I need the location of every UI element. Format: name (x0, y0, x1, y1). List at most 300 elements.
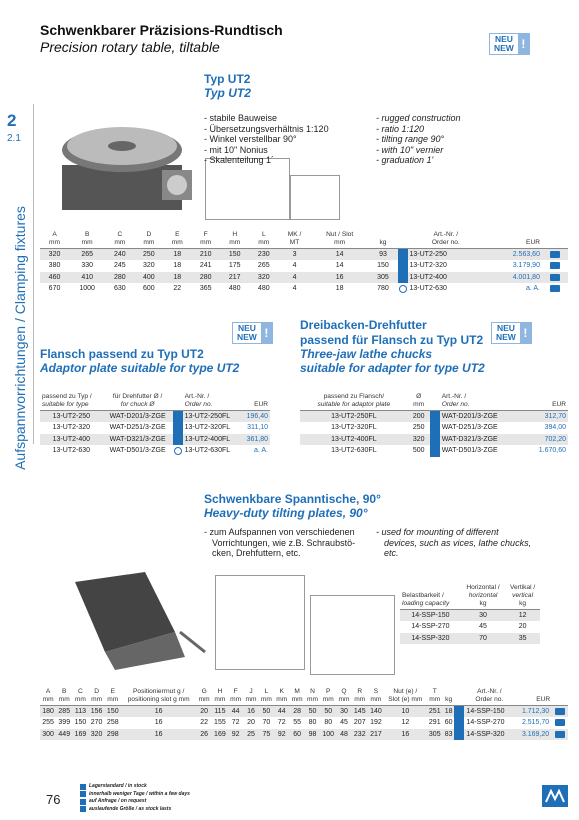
table-cell: 305 (368, 272, 397, 284)
col-head (274, 687, 289, 706)
in-stock-icon (399, 273, 407, 281)
table-cell: 320 (408, 434, 430, 446)
col-head (305, 687, 320, 706)
col-head: für Drehfutter Ø / (112, 393, 163, 400)
col-head (542, 230, 568, 249)
col-head (398, 230, 408, 249)
table-cell: 298 (105, 729, 121, 741)
delivery-cell (542, 249, 568, 261)
table-cell: 13-UT2-320 (52, 424, 90, 432)
price: 3.179,90 (512, 262, 540, 270)
table-cell: 16 (154, 719, 163, 727)
table-cell: 115 (212, 706, 228, 718)
table-cell: 18 (443, 706, 455, 718)
table-cell: 113 (72, 706, 88, 718)
col-head: vertical (512, 592, 534, 599)
new-badge (491, 322, 532, 344)
ssp-drawing-front (215, 575, 305, 670)
truck-icon (555, 708, 565, 715)
col-head-top: L (264, 688, 269, 695)
col-head-eur: EUR (524, 392, 568, 411)
col-head-top: C (117, 231, 123, 238)
col-head: mm (413, 401, 425, 408)
col-head: passend zu Typ / (42, 393, 92, 400)
col-head (454, 687, 464, 706)
table-cell: 230 (249, 249, 278, 261)
badge-top: NEU (237, 323, 256, 333)
ut2-features-de (204, 113, 329, 166)
table-cell: 18 (163, 249, 191, 261)
col-head (134, 230, 163, 249)
ssp-table (40, 687, 568, 740)
exclamation-icon: ! (520, 323, 531, 343)
col-head (443, 687, 455, 706)
feature: - rugged construction (376, 113, 461, 124)
in-stock-icon (174, 435, 182, 443)
table-cell: 16 (311, 272, 369, 284)
new-badge (489, 33, 530, 55)
table-cell: 200 (408, 411, 430, 423)
col-head-bottom: MT (289, 239, 300, 246)
table-cell: 150 (105, 706, 121, 718)
table-cell: 14 (311, 249, 369, 261)
stock-indicator (430, 422, 440, 434)
col-head: Ø (416, 393, 422, 400)
feature: - with 10" vernier (376, 145, 461, 156)
col-head (249, 230, 278, 249)
section-label: Aufspannvorrichtungen / Clamping fixtures (12, 206, 28, 470)
table-cell: 4 (292, 285, 297, 293)
col-head-bottom: mm (229, 239, 241, 246)
table-cell: 250 (412, 424, 425, 432)
col-head-top: kg (379, 239, 387, 246)
truck-icon (550, 285, 560, 292)
col-head-top: L (261, 231, 266, 238)
col-head-bottom: mm (260, 696, 272, 703)
table-cell: 4 (278, 272, 311, 284)
col-head: kg (519, 600, 527, 607)
ut2-table (40, 230, 568, 295)
order-number: 13-UT2-250FL (183, 411, 241, 423)
col-head (191, 230, 220, 249)
table-cell: 169 (212, 729, 228, 741)
price: a. A. (253, 447, 268, 455)
stock-indicator (173, 411, 183, 423)
ssp-drawing-side (310, 595, 395, 675)
in-stock-icon (431, 424, 439, 432)
col-head-bottom: mm (58, 696, 70, 703)
ut2-features-en (376, 113, 461, 166)
table-cell: 320 (249, 272, 278, 284)
order-number: 13-UT2-630 (409, 285, 447, 293)
col-head-top: B (62, 688, 67, 695)
legend-item: innerhalb weniger Tage / within a few days (89, 790, 190, 797)
table-cell: 150 (377, 262, 389, 270)
col-head-bottom: mm (91, 696, 103, 703)
feature: - graduation 1' (376, 155, 461, 166)
table-cell: 156 (89, 706, 105, 718)
delivery-cell (551, 729, 568, 741)
in-stock-icon (174, 424, 182, 432)
table-cell: 400 (134, 272, 163, 284)
page-title-en: Precision rotary table, tiltable (40, 39, 220, 55)
stock-indicator (398, 249, 408, 261)
table-cell: 291 (428, 719, 441, 727)
table-cell: 13-UT2-630 (52, 447, 90, 455)
table-cell: 1000 (79, 285, 95, 293)
in-stock-icon (431, 413, 439, 421)
table-cell: 14 (335, 262, 344, 270)
col-head-top: kg (445, 696, 453, 703)
col-head-top: Nut / Slot (326, 231, 354, 238)
table-cell: 44 (274, 706, 289, 718)
table-cell: 75 (259, 729, 274, 741)
legend-item: auslaufende Größe / as stock lasts (89, 805, 172, 812)
feature: - Übersetzungsverhältnis 1:120 (204, 124, 329, 135)
table-cell: 60 (444, 719, 453, 727)
price: 702,20 (524, 434, 568, 446)
badge-top: NEU (496, 323, 515, 333)
table-cell: 45 (340, 719, 348, 727)
desc-line: devices, such as vices, lathe chucks, (384, 537, 532, 548)
table-cell: 410 (69, 272, 105, 284)
table-cell: 217 (220, 272, 249, 284)
brand-logo (542, 785, 568, 807)
ssp-title-en: Heavy-duty tilting plates, 90° (204, 506, 368, 520)
col-head (352, 687, 368, 706)
col-head (220, 230, 249, 249)
table-cell: 305 (427, 729, 443, 741)
col-head (368, 687, 384, 706)
col-head (278, 230, 311, 249)
table-cell: 600 (143, 285, 155, 293)
col-head (105, 687, 121, 706)
delivery-cell (542, 283, 568, 295)
order-number: WAT-D251/3-ZGE (441, 424, 498, 432)
col-head-bottom: mm (306, 696, 318, 703)
table-cell: 460 (40, 272, 69, 284)
table-cell: WAT-D501/3-ZGE (109, 447, 166, 455)
technical-drawing-front (205, 158, 290, 220)
table-cell: 45 (479, 623, 487, 631)
table-cell: 13-UT2-630FL (331, 447, 377, 455)
col-head (56, 687, 72, 706)
stock-indicator (430, 434, 440, 446)
price: 311,10 (247, 424, 268, 432)
on-request-icon (174, 447, 182, 455)
col-head (408, 230, 485, 249)
col-head (368, 230, 397, 249)
col-head (89, 687, 105, 706)
col-head-top: MK / (287, 231, 302, 238)
stock-indicator (398, 283, 408, 295)
table-cell: 35 (505, 633, 540, 645)
table-cell: 98 (305, 729, 320, 741)
table-cell: 4 (292, 262, 297, 270)
col-head (243, 687, 258, 706)
table-cell: 12 (505, 610, 540, 622)
table-cell: 13-UT2-400 (40, 434, 103, 446)
stock-indicator (454, 706, 464, 718)
col-head-top: R (357, 688, 363, 695)
table-cell: 83 (443, 729, 455, 741)
table-row (40, 422, 270, 434)
badge-top: NEU (494, 34, 513, 44)
table-cell: 12 (401, 719, 410, 727)
table-cell: 14-SSP-270 (411, 623, 450, 631)
table-cell: 55 (293, 719, 301, 727)
ssp-title-de: Schwenkbare Spanntische, 90° (204, 492, 381, 506)
page-number: 76 (46, 792, 61, 807)
table-cell: 14-SSP-150 (400, 610, 461, 622)
table-cell: 20 (518, 623, 527, 631)
table-cell: 80 (324, 719, 333, 727)
few-days-icon (80, 791, 86, 797)
price: 1.712,30 (514, 706, 551, 718)
order-number: 14-SSP-320 (464, 729, 514, 741)
in-stock-icon (431, 447, 439, 455)
price: 4.001,80 (484, 272, 542, 284)
col-head (320, 687, 336, 706)
order-number: WAT-D201/3-ZGE (440, 411, 524, 423)
feature: - ratio 1:120 (376, 124, 461, 135)
feature: - Winkel verstellbar 90° (204, 134, 329, 145)
col-head-top: C (78, 688, 83, 695)
col-head: horizontal (468, 592, 498, 599)
col-head (40, 230, 69, 249)
order-number: 14-SSP-150 (464, 706, 514, 718)
table-cell: WAT-D201/3-ZGE (103, 411, 173, 423)
table-cell: 13-UT2-250 (40, 411, 103, 423)
price: a. A. (525, 285, 540, 293)
table-row (400, 621, 540, 633)
table-cell: 26 (196, 729, 211, 741)
chuck-title-de-2: passend für Flansch zu Typ UT2 (300, 333, 484, 347)
table-cell: 207 (353, 719, 366, 727)
load-table (400, 583, 540, 644)
table-row (400, 633, 540, 645)
ut2-title-en: Typ UT2 (204, 86, 251, 100)
col-head (228, 687, 243, 706)
col-head-bottom: mm (291, 696, 303, 703)
desc-line: - zum Aufspannen von verschiedenen (204, 527, 355, 538)
in-stock-icon (431, 435, 439, 443)
table-cell: 280 (191, 272, 220, 284)
col-head-top: G (201, 688, 207, 695)
price: 1.670,60 (538, 447, 566, 455)
in-stock-icon (455, 719, 463, 727)
col-head-top: D (146, 231, 152, 238)
feature: - stabile Bauweise (204, 113, 329, 124)
section-sub: 2.1 (7, 133, 21, 144)
col-head-bottom: mm (200, 239, 212, 246)
feature: - Skalenteilung 1´ (204, 155, 329, 166)
table-cell: 320 (40, 249, 69, 261)
table-cell: 13-UT2-400FL (300, 434, 408, 446)
rotary-table-photo (42, 110, 202, 220)
table-cell: 16 (121, 729, 197, 741)
col-head (484, 230, 542, 249)
col-head: passend zu Flansch/ (323, 393, 385, 400)
ssp-desc-de (204, 527, 355, 559)
col-head-top: Nut (e) / (393, 688, 418, 695)
col-head-bottom: mm (370, 696, 382, 703)
table-cell: 630 (113, 285, 126, 293)
table-cell: 22 (200, 719, 209, 727)
col-head-top: E (175, 231, 180, 238)
col-head-bottom: mm (74, 696, 86, 703)
col-head-bottom: mm (107, 696, 119, 703)
section-divider (33, 104, 34, 444)
chuck-title-en-1: Three-jaw lathe chucks (300, 347, 433, 361)
table-cell: 245 (113, 262, 126, 270)
table-cell: 150 (74, 719, 87, 727)
col-head-bottom: mm (338, 696, 350, 703)
table-cell: 265 (257, 262, 270, 270)
table-cell: 285 (56, 706, 72, 718)
col-head-bottom: Order no. (431, 239, 460, 246)
tilting-plate-photo (65, 572, 215, 672)
col-head (105, 230, 134, 249)
table-cell: 22 (173, 285, 182, 293)
col-head-top: A (52, 231, 57, 238)
stock-lasts-icon (80, 806, 86, 812)
table-cell: 50 (259, 706, 274, 718)
badge-bottom: NEW (496, 332, 516, 342)
table-cell: 50 (320, 706, 336, 718)
col-head (384, 687, 427, 706)
table-cell: 210 (191, 249, 220, 261)
table-cell: 30 (336, 706, 351, 718)
stock-indicator (173, 434, 183, 446)
col-head (121, 687, 197, 706)
table-cell: 255 (42, 719, 54, 727)
stock-indicator (454, 717, 464, 729)
col-head (212, 687, 228, 706)
table-cell: 480 (257, 285, 270, 293)
table-row (40, 411, 270, 423)
table-cell: 20 (196, 706, 211, 718)
table-cell: 18 (173, 262, 182, 270)
in-stock-icon (455, 730, 463, 738)
col-head-top: EUR (526, 239, 540, 246)
col-head-bottom: mm (258, 239, 270, 246)
col-head: Art.-Nr. / (441, 393, 467, 400)
col-head-bottom: mm (214, 696, 226, 703)
col-head: for chuck Ø (120, 401, 155, 408)
table-cell: 265 (69, 249, 105, 261)
col-head (427, 687, 443, 706)
table-cell: 60 (289, 729, 304, 741)
col-head: Belastbarkeit / (402, 592, 444, 599)
col-head: Order no. (184, 401, 213, 408)
col-head-bottom: mm (230, 696, 242, 703)
table-cell: 380 (48, 262, 61, 270)
col-head-bottom: mm (171, 239, 183, 246)
table-cell: 13-UT2-320FL (331, 424, 377, 432)
feature: - mit 10" Nonius (204, 145, 329, 156)
table-cell: 780 (377, 285, 389, 293)
technical-drawing-side (290, 175, 340, 220)
feature: - tilting range 90° (376, 134, 461, 145)
table-cell: 251 (427, 706, 443, 718)
table-row (40, 434, 270, 446)
on-request-icon (80, 799, 86, 805)
col-head: suitable for type (42, 401, 89, 408)
table-row (40, 717, 568, 729)
badge-bottom: NEW (237, 332, 257, 342)
ut2-title-de: Typ UT2 (204, 72, 251, 86)
col-head-top: E (110, 688, 115, 695)
desc-line: cken, Drehfuttern, etc. (212, 548, 301, 558)
col-head-top: S (373, 688, 379, 695)
legend-item: Lagerstandard / in stock (89, 783, 147, 789)
table-row (40, 445, 270, 457)
col-head-bottom: mm (49, 239, 61, 246)
truck-icon (550, 251, 560, 258)
col-head-top: A (45, 688, 51, 695)
col-head-top: T (432, 688, 437, 695)
table-cell: 48 (336, 729, 351, 741)
order-number: 13-UT2-400 (408, 272, 485, 284)
order-number: 13-UT2-250 (408, 249, 485, 261)
col-head-top: J (249, 688, 253, 695)
table-cell: 399 (58, 719, 71, 727)
table-cell: 30 (461, 610, 505, 622)
table-row (40, 272, 568, 284)
col-head: Order no. (441, 401, 470, 408)
table-row (300, 422, 568, 434)
in-stock-icon (455, 708, 463, 716)
table-cell: 14-SSP-320 (400, 633, 461, 645)
price: 3.169,20 (514, 729, 551, 741)
table-cell: 241 (199, 262, 212, 270)
col-head (72, 687, 88, 706)
col-head-bottom: mm (198, 696, 210, 703)
table-cell: 20 (247, 719, 255, 727)
table-cell: 320 (143, 262, 155, 270)
delivery-cell (542, 260, 568, 272)
col-head-top: N (310, 688, 315, 695)
in-stock-icon (399, 251, 407, 259)
table-cell: 232 (352, 729, 368, 741)
stock-indicator (398, 272, 408, 284)
table-row (300, 445, 568, 457)
col-head: kg (479, 600, 487, 607)
price: 196,40 (240, 411, 270, 423)
col-head: Vertikal / (509, 584, 536, 591)
stock-indicator (454, 729, 464, 741)
table-row (40, 706, 568, 718)
desc-line: - used for mounting of different (376, 527, 531, 538)
col-head: Art.-Nr. / (184, 393, 210, 400)
stock-indicator (173, 422, 183, 434)
stock-indicator (430, 445, 440, 457)
truck-icon (555, 731, 565, 738)
order-number: 13-UT2-630FL (184, 447, 231, 455)
col-head (514, 687, 551, 706)
table-cell: 100 (320, 729, 336, 741)
price: 2.515,70 (521, 719, 550, 727)
order-number: 13-UT2-400FL (183, 434, 241, 446)
table-cell: 217 (368, 729, 384, 741)
table-cell: 145 (352, 706, 368, 718)
table-cell: 80 (308, 719, 317, 727)
col-head-top: D (94, 688, 99, 695)
order-number: WAT-D321/3-ZGE (440, 434, 524, 446)
table-row (300, 434, 568, 446)
exclamation-icon: ! (261, 323, 272, 343)
